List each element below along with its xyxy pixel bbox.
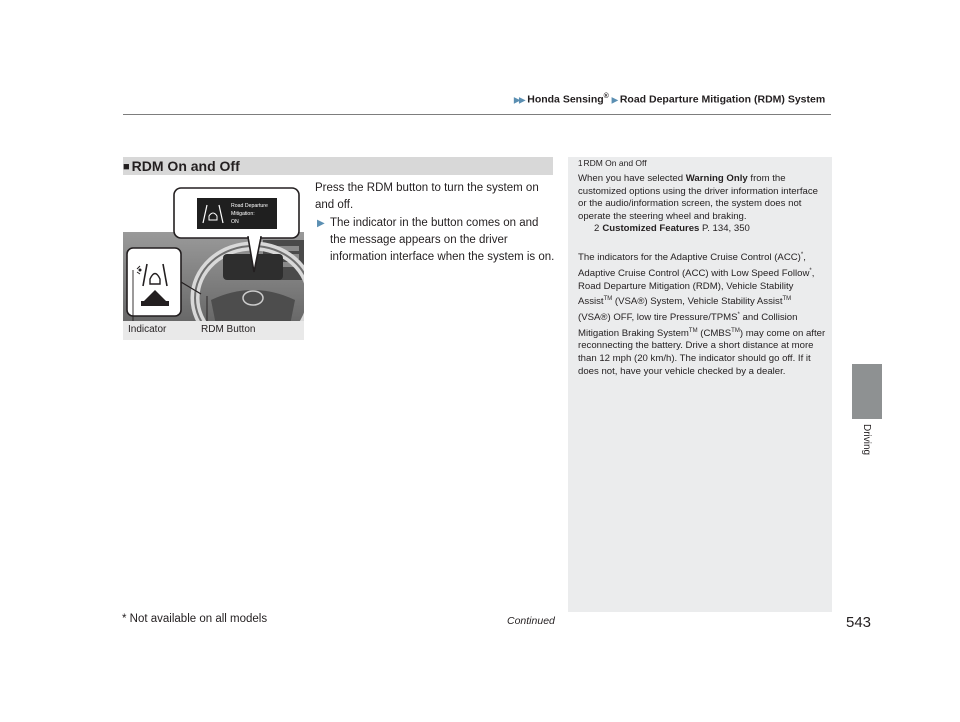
sub-arrow-icon: ▶: [317, 218, 325, 229]
note-paragraph-1: When you have selected Warning Only from the customized options using the driver information interface or the audio/information screen, the system does not operate the steering wheel and braking.: [578, 173, 818, 222]
breadcrumb-item-honda-sensing[interactable]: Honda Sensing: [527, 93, 604, 106]
svg-text:Mitigation:: Mitigation:: [231, 211, 255, 217]
breadcrumb: ▶▶ Honda Sensing® ▶ Road Departure Mitigation (RDM) System: [514, 93, 826, 106]
instruction-text: [315, 180, 555, 266]
svg-text:Road Departure: Road Departure: [231, 203, 268, 209]
footnote: * Not available on all models: [122, 613, 268, 625]
breadcrumb-arrow-icon: ▶: [611, 95, 617, 105]
instruction-sub-item: ▶ The indicator in the button comes on and the message appears on the driver information interface when the system is on.: [317, 217, 555, 263]
note-paragraph-2: The indicators for the Adaptive Cruise Control (ACC)*, Adaptive Cruise Control (ACC) with Low Speed Follow*, Road Departure Mitigation (RDM), Vehicle Stability Assist™ (VSA®) System, Vehicle Stability Assist™ (VSA®) OFF, low tire Pressure/TPMS* and Collision Mitigation Braking System™ (CMBS™) may come on after reconnecting the battery. Drive a short distance at more than 12 mph (20 km/h). The indicator should go off. If it does not, have your vehicle checked by a dealer.: [578, 251, 826, 377]
breadcrumb-item-rdm-system[interactable]: Road Departure Mitigation (RDM) System: [619, 93, 826, 106]
section-title: RDM On and Off: [131, 158, 240, 174]
label-rdm-button: RDM Button: [201, 324, 256, 335]
page-number: 543: [846, 614, 872, 631]
rdm-illustration: [123, 180, 304, 340]
header-rule: [123, 114, 831, 115]
label-indicator: Indicator: [128, 324, 167, 335]
continued-label: Continued: [507, 615, 555, 627]
section-heading: [123, 157, 553, 175]
cross-reference-link[interactable]: 2 Customized Features P. 134, 350: [594, 223, 750, 235]
svg-text:ON: ON: [231, 219, 239, 225]
breadcrumb-arrow-icon: ▶▶: [514, 95, 525, 105]
instruction-paragraph: Press the RDM button to turn the system on and off.: [315, 182, 539, 211]
section-marker-icon: ■: [123, 161, 130, 173]
note-title: 1RDM On and Off: [578, 158, 647, 168]
note-text: [578, 173, 826, 378]
chapter-label: Driving: [861, 424, 872, 456]
chapter-tab[interactable]: [852, 364, 882, 419]
cross-reference-icon: 2: [594, 223, 600, 235]
dashboard-image: [123, 180, 304, 340]
note-icon: 1: [578, 159, 583, 168]
